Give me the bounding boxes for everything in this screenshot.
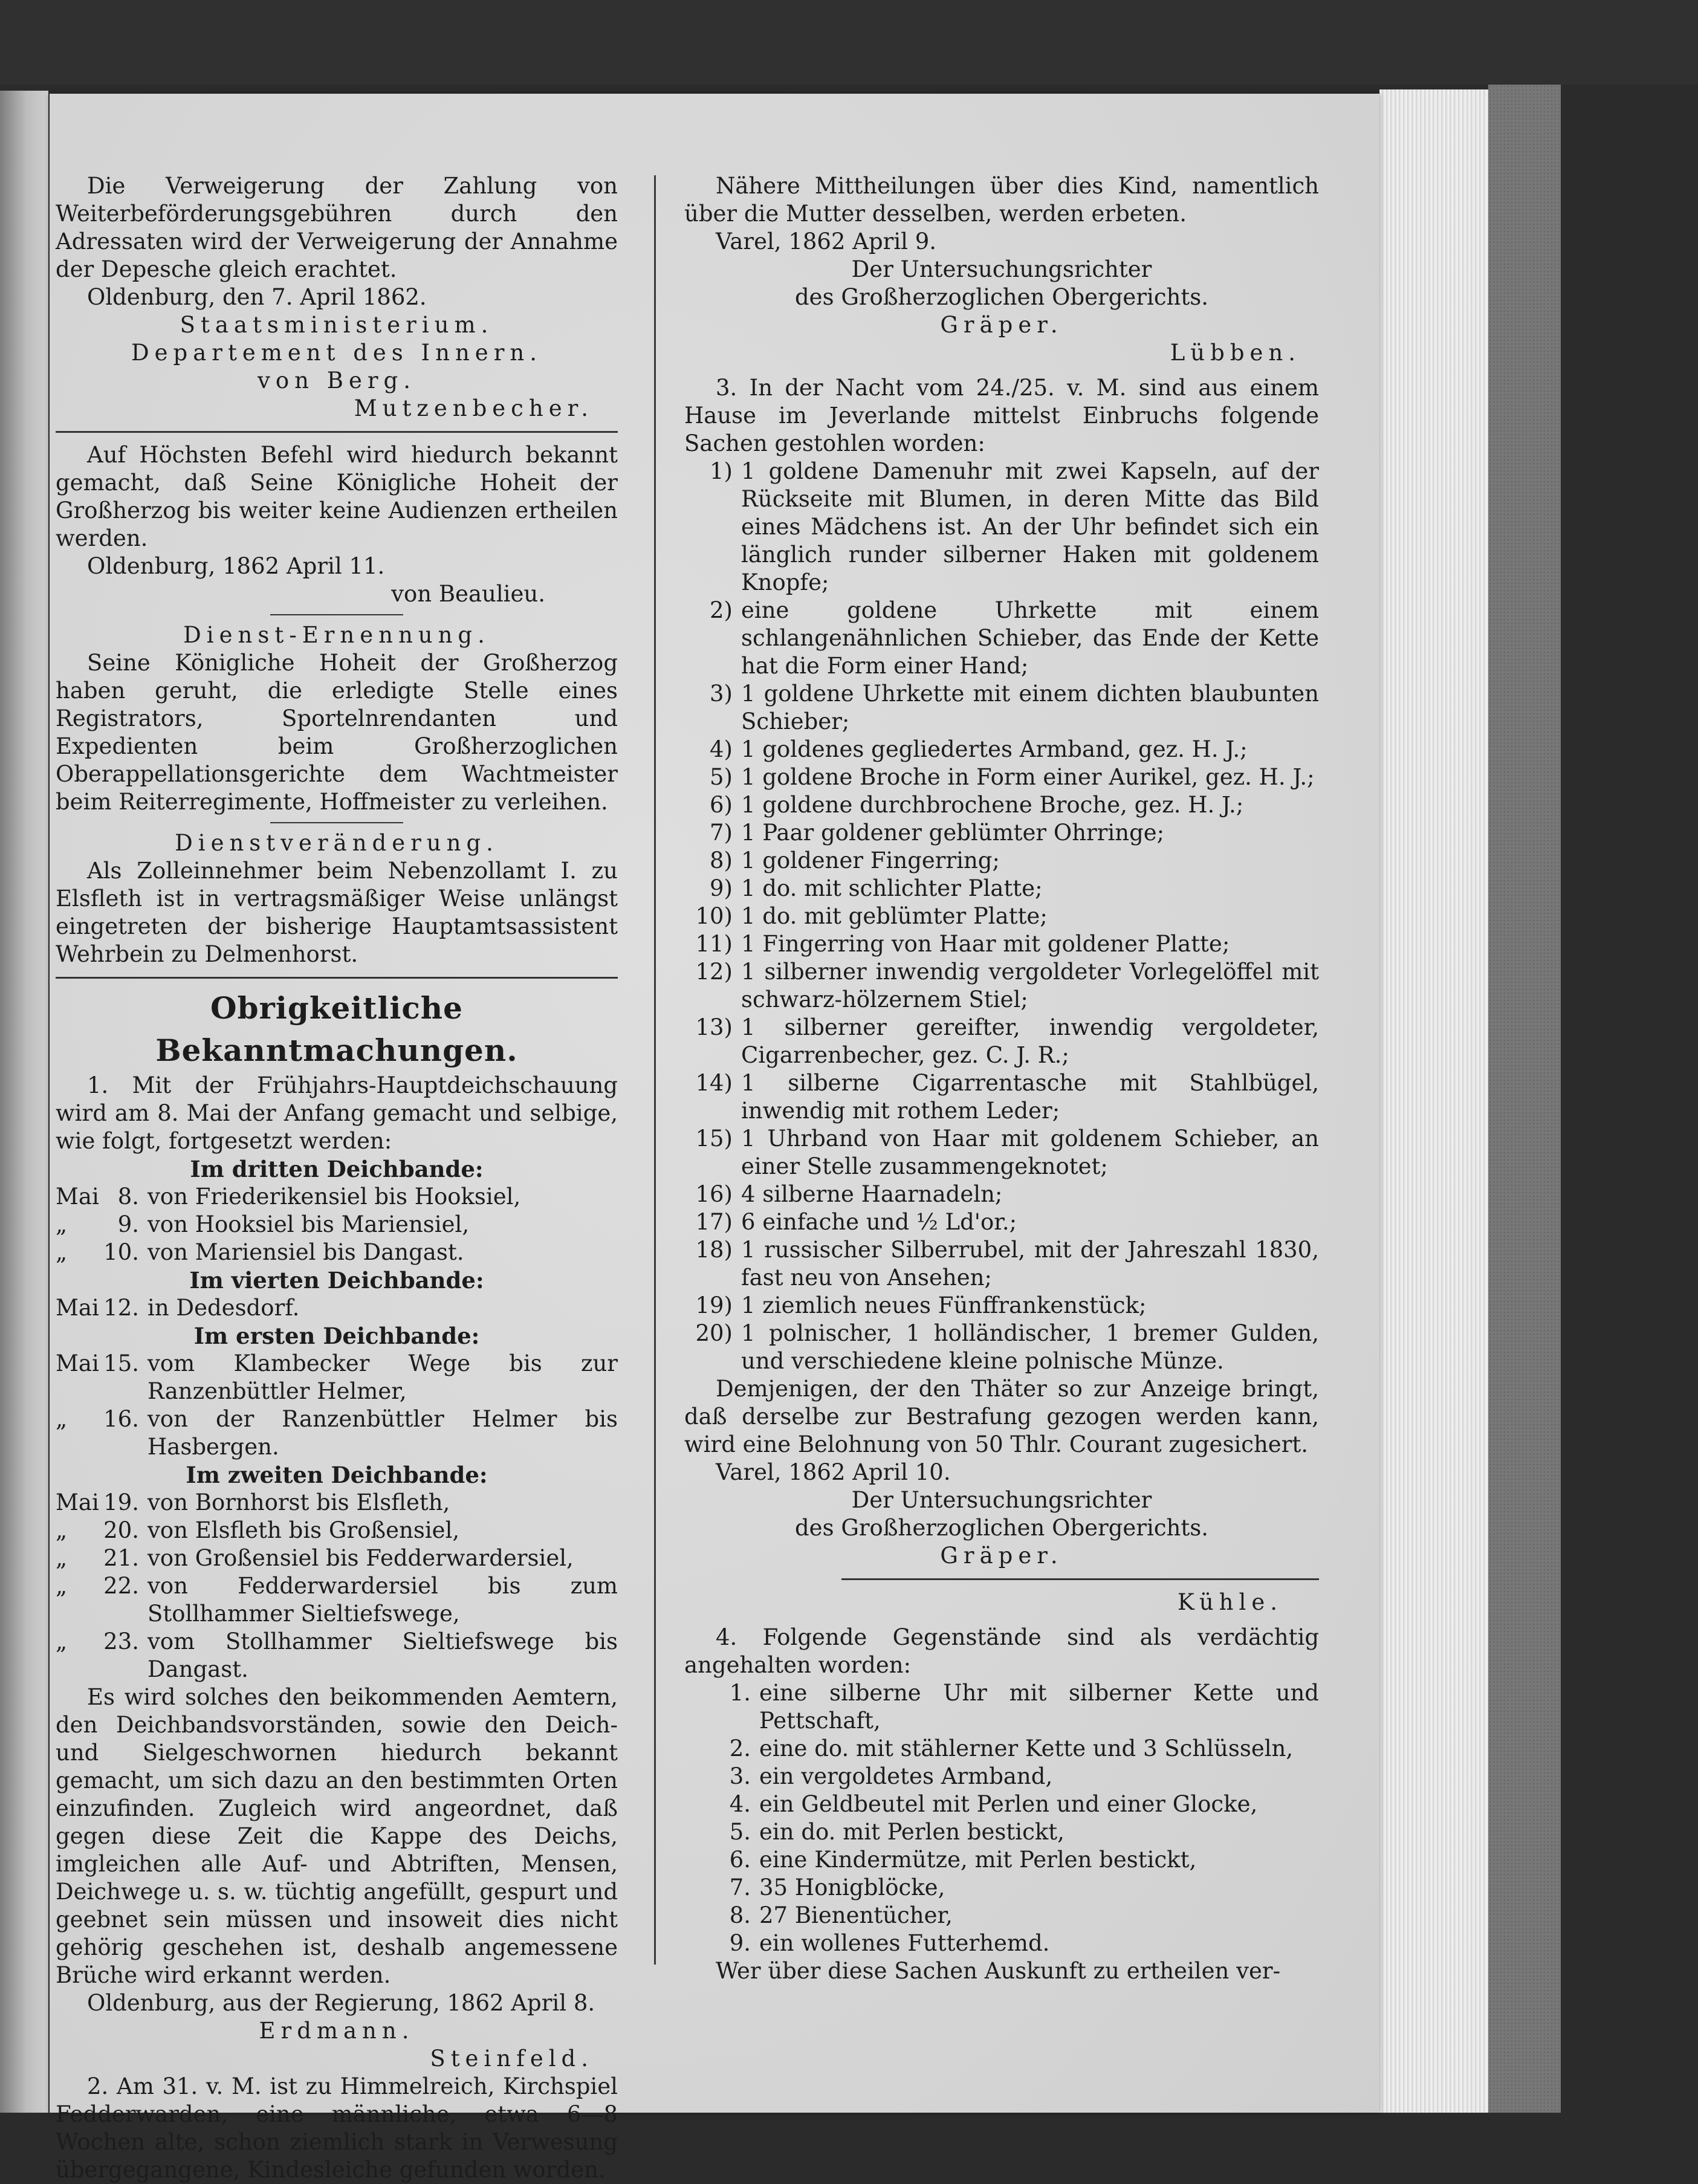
list-item: 19) 1 ziemlich neues Fünffrankenstück; (695, 1292, 1147, 1318)
notice-transfer: Als Zolleinnehmer beim Nebenzollamt I. zu Elsfleth ist in vertragsmäßiger Weise unlängst eingetreten der bisherige Hauptamtsassistent Wehrbein zu Delmenhorst. (56, 858, 618, 967)
left-column (56, 172, 618, 2184)
list-item: 11) 1 Fingerring von Haar mit goldener Platte; (695, 931, 1230, 957)
signature-name: Lübben. (1170, 340, 1301, 366)
list-item: 6. eine Kindermütze, mit Perlen bestickt, (729, 1847, 1197, 1873)
signature-name: Mutzenbecher. (354, 395, 594, 421)
list-item: 16) 4 silberne Haarnadeln; (695, 1181, 1003, 1207)
short-rule (270, 822, 403, 823)
list-item: 12) 1 silberner inwendig vergoldeter Vorlegelöffel mit schwarz-hölzernem Stiel; (695, 959, 1319, 1013)
signature-org: Der Untersuchungsrichter (851, 1487, 1152, 1513)
list-item: 15) 1 Uhrband von Haar mit goldenem Schieber, an einer Stelle zusammengeknotet; (695, 1126, 1319, 1179)
signature-org: Staatsministerium. (180, 312, 494, 338)
list-item: 14) 1 silberne Cigarrentasche mit Stahlbügel, inwendig mit rothem Leder; (695, 1070, 1319, 1124)
notice-dike-instructions: Es wird solches den beikommenden Aemtern, den Deichbandsvorständen, sowie den Deich- und Sielgeschwornen hiedurch bekannt gemacht, um sich dazu an den bestimmten Orten einzufinden. Zugleich wird angeordnet, daß gegen diese Zeit die Kappe des Deichs, imgleichen alle Auf- und Abtriften, Mensen, Deichwege u. s. w. tüchtig angefüllt, gespurt und geebnet sein müssen und insoweit dies nicht gehörig geschehen ist, deshalb angemessene Brüche wird erkannt werden. (56, 1684, 618, 1988)
schedule-row: „ 20. von Elsfleth bis Großensiel, (56, 1517, 460, 1543)
list-item: 6) 1 goldene durchbrochene Broche, gez. H. J.; (710, 792, 1244, 818)
signature-name: von Beaulieu. (391, 581, 545, 607)
suspicious-items-list (684, 1679, 1319, 1957)
list-item: 17) 6 einfache und ½ Ld'or.; (695, 1209, 1017, 1235)
previous-page-edge (0, 91, 48, 2113)
dike-district-heading: Im vierten Deichbande: (189, 1267, 484, 1294)
schedule-row: „ 23. vom Stollhammer Sieltiefswege bis Dangast. (56, 1628, 618, 1682)
notice-suspicious-items: 4. Folgende Gegenstände sind als verdächtig angehalten worden: (684, 1624, 1319, 1678)
schedule-row: „ 21. von Großensiel bis Fedderwardersiel, (56, 1545, 574, 1571)
schedule-list (56, 1489, 618, 1683)
list-item: 20) 1 polnischer, 1 holländischer, 1 bremer Gulden, und verschiedene kleine polnische Münze. (695, 1320, 1319, 1374)
main-heading: Obrigkeitliche Bekanntmachungen. (155, 990, 518, 1068)
signature-department: Departement des Innern. (131, 340, 542, 366)
signature-name: Steinfeld. (430, 2046, 594, 2072)
dike-district-heading: Im ersten Deichbande: (193, 1323, 480, 1349)
schedule-list (56, 1350, 618, 1461)
list-item: 2) eine goldene Uhrkette mit einem schlangenähnlichen Schieber, das Ende der Kette hat die Form einer Hand; (710, 597, 1319, 679)
section-rule (841, 1578, 1319, 1580)
notice-date: Oldenburg, 1862 April 11. (87, 553, 385, 579)
list-item: 18) 1 russischer Silberrubel, mit der Jahreszahl 1830, fast neu von Ansehen; (695, 1237, 1319, 1291)
gazette-page (50, 94, 1379, 2183)
list-item: 9. ein wollenes Futterhemd. (729, 1930, 1050, 1956)
signature-org: des Großherzoglichen Obergerichts. (794, 284, 1208, 310)
section-heading: Dienst-Ernennung. (183, 622, 490, 648)
notice-burglary: 3. In der Nacht vom 24./25. v. M. sind aus einem Hause im Jeverlande mittelst Einbruchs folgende Sachen gestohlen worden: (684, 375, 1319, 456)
schedule-row: Mai 8. von Friederikensiel bis Hooksiel, (56, 1184, 521, 1210)
schedule-row: Mai 12. in Dedesdorf. (56, 1295, 300, 1321)
schedule-row: Mai 15. vom Klambecker Wege bis zur Ranzenbüttler Helmer, (56, 1350, 618, 1404)
list-item: 1) 1 goldene Damenuhr mit zwei Kapseln, auf der Rückseite mit Blumen, in deren Mitte das Bild eines Mädchens ist. An der Uhr befindet sich ein länglich runder silberner Haken mit goldenem Knopfe; (710, 458, 1319, 595)
book-cover (1488, 85, 1561, 2113)
signature-name: von Berg. (258, 368, 416, 394)
notice-date: Varel, 1862 April 9. (716, 228, 937, 254)
notice-dike-inspection: 1. Mit der Frühjahrs-Hauptdeichschauung wird am 8. Mai der Anfang gemacht und selbige, wie folgt, fortgesetzt werden: (56, 1072, 618, 1154)
section-heading: Dienstveränderung. (175, 830, 499, 856)
schedule-row: „ 10. von Mariensiel bis Dangast. (56, 1239, 464, 1265)
dike-district-heading: Im dritten Deichbande: (190, 1156, 484, 1182)
notice-audiences: Auf Höchsten Befehl wird hiedurch bekannt gemacht, daß Seine Königliche Hoheit der Großherzog bis weiter keine Audienzen ertheilen werden. (56, 442, 618, 551)
notice-telegram-fees: Die Verweigerung der Zahlung von Weiterbeförderungsgebühren durch den Adressaten wird der Verweigerung der Annahme der Depesche gleich erachtet. (56, 173, 618, 282)
list-item: 5. ein do. mit Perlen bestickt, (729, 1819, 1064, 1845)
column-divider (654, 175, 656, 1965)
list-item: 4) 1 goldenes gegliedertes Armband, gez. H. J.; (710, 736, 1248, 762)
schedule-row: „ 22. von Fedderwardersiel bis zum Stollhammer Sieltiefswege, (56, 1573, 618, 1627)
signature-name: Gräper. (940, 312, 1063, 338)
list-item: 7. 35 Honigblöcke, (729, 1875, 945, 1900)
list-item: 1. eine silberne Uhr mit silberner Kette und Pettschaft, (729, 1680, 1319, 1734)
signature-org: des Großherzoglichen Obergerichts. (794, 1515, 1208, 1541)
notice-child-found: 2. Am 31. v. M. ist zu Himmelreich, Kirchspiel Fedderwarden, eine männliche, etwa 6—8 Wochen alte, schon ziemlich stark in Verwesung übergegangene, Kindesleiche gefunden worden. (56, 2073, 618, 2183)
section-rule (56, 431, 618, 433)
list-item: 3) 1 goldene Uhrkette mit einem dichten blaubunten Schieber; (710, 681, 1319, 734)
notice-date: Oldenburg, den 7. April 1862. (87, 284, 427, 310)
schedule-list (56, 1183, 618, 1266)
list-item: 8. 27 Bienentücher, (729, 1902, 953, 1928)
notice-child-request: Nähere Mittheilungen über dies Kind, namentlich über die Mutter desselben, werden erbeten. (684, 173, 1319, 227)
signature-name: Gräper. (940, 1543, 1063, 1569)
section-rule (56, 977, 618, 979)
notice-date: Varel, 1862 April 10. (716, 1459, 951, 1485)
signature-name: Kühle. (1178, 1589, 1283, 1615)
list-item: 13) 1 silberner gereifter, inwendig vergoldeter, Cigarrenbecher, gez. C. J. R.; (695, 1014, 1319, 1068)
list-item: 5) 1 goldene Broche in Form einer Aurikel, gez. H. J.; (710, 764, 1315, 790)
list-item: 3. ein vergoldetes Armband, (729, 1763, 1053, 1789)
right-column (684, 172, 1319, 1985)
schedule-list (56, 1294, 618, 1322)
signature-org: Der Untersuchungsrichter (851, 256, 1152, 282)
list-item: 8) 1 goldener Fingerring; (710, 847, 1000, 873)
list-item: 4. ein Geldbeutel mit Perlen und einer Glocke, (729, 1791, 1258, 1817)
scan-background (0, 0, 1698, 85)
signature-name: Erdmann. (259, 2018, 415, 2044)
list-item: 7) 1 Paar goldener geblümter Ohrringe; (710, 820, 1165, 846)
list-item: 2. eine do. mit stählerner Kette und 3 Schlüsseln, (729, 1735, 1294, 1761)
notice-inquiry: Wer über diese Sachen Auskunft zu ertheilen ver- (716, 1958, 1281, 1984)
schedule-row: Mai 19. von Bornhorst bis Elsfleth, (56, 1489, 450, 1515)
notice-appointment: Seine Königliche Hoheit der Großherzog haben geruht, die erledigte Stelle eines Registrators, Sportelnrendanten und Expedienten beim Großherzoglichen Oberappellationsgerichte dem Wachtmeister beim Reiterregimente, Hoffmeister zu verleihen. (56, 650, 618, 815)
list-item: 9) 1 do. mit schlichter Platte; (710, 875, 1043, 901)
short-rule (270, 614, 403, 615)
notice-reward: Demjenigen, der den Thäter so zur Anzeige bringt, daß derselbe zur Bestrafung gezogen werden kann, wird eine Belohnung von 50 Thlr. Courant zugesichert. (684, 1376, 1319, 1457)
schedule-row: „ 16. von der Ranzenbüttler Helmer bis Hasbergen. (56, 1406, 618, 1460)
book-page-edges (1379, 89, 1488, 2113)
notice-date: Oldenburg, aus der Regierung, 1862 April 8. (87, 1990, 595, 2016)
schedule-row: „ 9. von Hooksiel bis Mariensiel, (56, 1211, 470, 1237)
stolen-items-list (684, 458, 1319, 1375)
dike-district-heading: Im zweiten Deichbande: (186, 1462, 488, 1488)
list-item: 10) 1 do. mit geblümter Platte; (695, 903, 1048, 929)
